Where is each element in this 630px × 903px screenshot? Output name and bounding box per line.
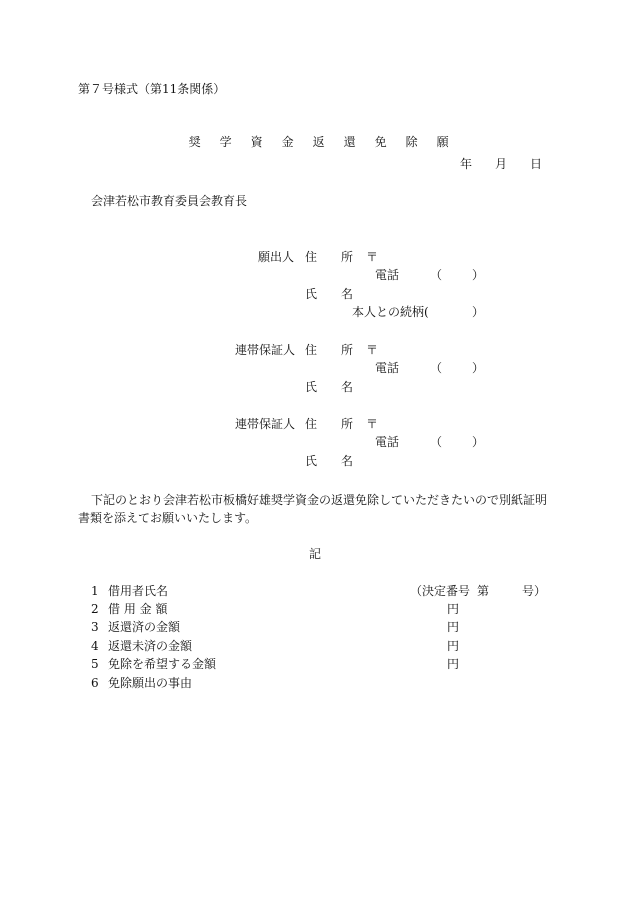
applicant-address-label: 住 所 <box>305 250 354 264</box>
guarantor2-phone-close: ） <box>472 435 485 449</box>
title-char: 金 <box>281 135 294 149</box>
title-char: 資 <box>250 135 263 149</box>
item-number: 3 <box>91 620 99 634</box>
yen-unit: 円 <box>447 602 460 616</box>
guarantor2-postal-mark: 〒 <box>366 417 379 431</box>
applicant-postal-mark: 〒 <box>366 250 379 264</box>
item-label-repaid-amount: 返還済の金額 <box>108 620 181 634</box>
decision-number-dai: 第 <box>477 584 490 598</box>
title-char: 学 <box>219 135 232 149</box>
item-number: 4 <box>91 639 99 653</box>
title-char: 願 <box>436 135 449 149</box>
applicant-role: 願出人 <box>258 250 295 264</box>
guarantor1-postal-mark: 〒 <box>366 343 379 357</box>
applicant-phone-close: ） <box>472 268 485 282</box>
title-char: 還 <box>343 135 356 149</box>
addressee: 会津若松市教育委員会教育長 <box>91 194 248 208</box>
guarantor2-name-label: 氏 名 <box>305 454 354 468</box>
yen-unit: 円 <box>447 639 460 653</box>
item-number: 5 <box>91 657 99 671</box>
item-label-exemption-reason: 免除願出の事由 <box>108 676 193 690</box>
guarantor2-phone-open: （ <box>430 435 443 449</box>
applicant-name-label: 氏 名 <box>305 287 354 301</box>
date-day-label: 日 <box>530 157 543 171</box>
applicant-relation-label: 本人との続柄( <box>352 305 429 319</box>
form-label: 第７号様式（第11条関係） <box>78 82 226 96</box>
item-label-borrower-name: 借用者氏名 <box>108 584 169 598</box>
date-year-label: 年 <box>460 157 473 171</box>
title-char: 除 <box>405 135 418 149</box>
guarantor1-phone-label: 電話 <box>375 361 400 375</box>
title-char: 奨 <box>188 135 201 149</box>
guarantor2-address-label: 住 所 <box>305 417 354 431</box>
title-char: 返 <box>312 135 325 149</box>
decision-number-open: （決定番号 <box>410 584 471 598</box>
item-label-exemption-amount: 免除を希望する金額 <box>108 657 217 671</box>
item-label-loan-amount: 借 用 金 額 <box>108 602 168 616</box>
guarantor1-phone-close: ） <box>472 361 485 375</box>
guarantor1-name-label: 氏 名 <box>305 380 354 394</box>
title-char: 免 <box>374 135 387 149</box>
guarantor2-role: 連帯保証人 <box>235 417 296 431</box>
yen-unit: 円 <box>447 657 460 671</box>
item-label-unpaid-amount: 返還未済の金額 <box>108 639 193 653</box>
item-number: 2 <box>91 602 99 616</box>
applicant-relation-close: ） <box>472 305 485 319</box>
decision-number-close: 号） <box>522 584 547 598</box>
item-number: 6 <box>91 676 99 690</box>
item-number: 1 <box>91 584 99 598</box>
guarantor1-role: 連帯保証人 <box>235 343 296 357</box>
applicant-phone-open: （ <box>430 268 443 282</box>
yen-unit: 円 <box>447 620 460 634</box>
document-title <box>181 121 468 149</box>
applicant-phone-label: 電話 <box>375 268 400 282</box>
guarantor1-phone-open: （ <box>430 361 443 375</box>
request-paragraph: 下記のとおり会津若松市板橋好雄奨学資金の返還免除していただきたいので別紙証明書類を添えてお願いいたします。 <box>78 493 548 525</box>
date-month-label: 月 <box>495 157 508 171</box>
ki-heading: 記 <box>309 547 322 561</box>
guarantor2-phone-label: 電話 <box>375 435 400 449</box>
guarantor1-address-label: 住 所 <box>305 343 354 357</box>
